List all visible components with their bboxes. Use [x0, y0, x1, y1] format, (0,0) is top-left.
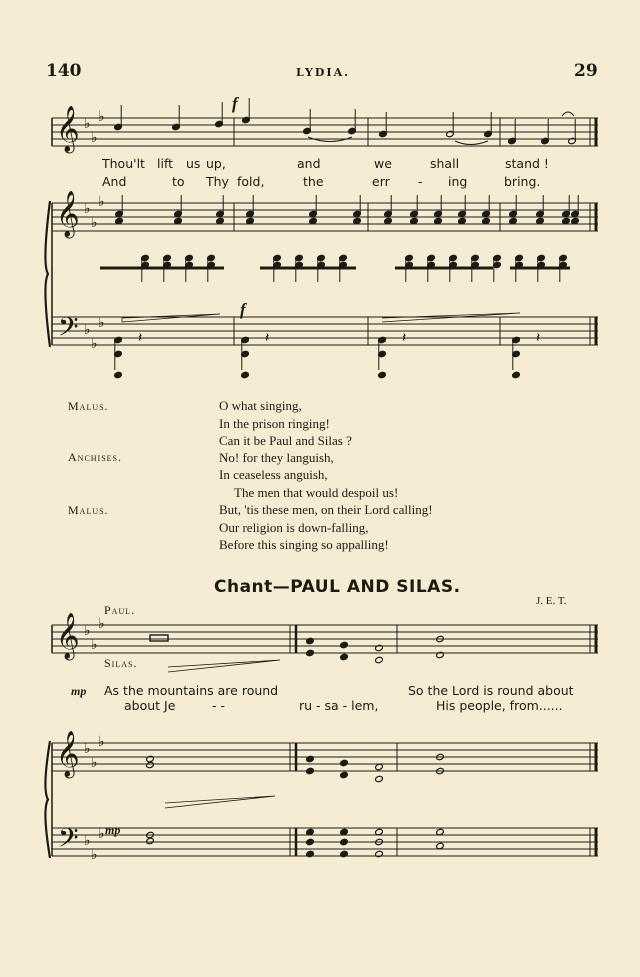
crescendo — [122, 314, 220, 322]
lyric-word: us — [186, 156, 201, 171]
flat-sign: ♭ — [91, 130, 98, 146]
chant-lyric: about Je — [124, 698, 176, 713]
chant-lyric-hyphens: - - — [212, 698, 225, 713]
breve — [150, 635, 168, 641]
chant-lyric: As the mountains are round — [104, 683, 279, 698]
dialogue-line: In ceaseless anguish, — [219, 467, 328, 482]
quarter-note — [306, 767, 315, 774]
rest: 𝄽 — [402, 330, 407, 346]
crescendo — [165, 796, 275, 808]
flat-sign: ♭ — [84, 623, 91, 639]
dialogue-line: But, 'tis these men, on their Lord calling! — [219, 502, 433, 517]
lyric-word: lift — [157, 156, 174, 171]
forte-mark-bass: f — [240, 300, 246, 319]
half-note — [436, 651, 445, 658]
lyric-word: to — [172, 174, 185, 189]
half-note — [146, 761, 155, 768]
flat-sign: ♭ — [84, 322, 91, 338]
voice-label-paul: Paul. — [104, 603, 136, 617]
rest: 𝄽 — [265, 330, 270, 346]
fermata — [562, 112, 574, 116]
quarter-note — [512, 371, 521, 378]
system-brace — [45, 201, 50, 347]
flat-sign: ♭ — [98, 315, 105, 331]
lyric-word: the — [303, 174, 324, 189]
lyric-word: And — [102, 174, 127, 189]
flat-sign: ♭ — [98, 734, 105, 750]
chant-lyric: So the Lord is round about — [408, 683, 574, 698]
voice-label-silas: Silas. — [104, 656, 138, 670]
dialogue-line: O what singing, — [219, 398, 302, 413]
quarter-note — [378, 371, 387, 378]
chant-lyric: ru - sa - lem, — [299, 698, 379, 713]
quarter-note — [340, 771, 349, 778]
flat-sign: ♭ — [84, 833, 91, 849]
forte-mark: f — [232, 94, 238, 113]
quarter-note — [340, 641, 349, 648]
slur — [455, 141, 488, 145]
quarter-note — [241, 371, 250, 378]
dialogue-line: Before this singing so appalling! — [219, 537, 389, 552]
flat-sign: ♭ — [84, 116, 91, 132]
lyric-word: up, — [206, 156, 226, 171]
treble-clef: 𝄞 — [56, 613, 80, 659]
flat-sign: ♭ — [98, 826, 105, 842]
half-note — [375, 656, 384, 663]
dialogue-line: Our religion is down-falling, — [219, 520, 369, 535]
lyric-word: Thou'lt — [102, 156, 145, 171]
lyric-word: stand ! — [505, 156, 549, 171]
half-note — [375, 644, 384, 651]
rest: 𝄽 — [138, 330, 143, 346]
lyric-word: bring. — [504, 174, 541, 189]
lyric-word: fold, — [237, 174, 265, 189]
lyric-word: and — [297, 156, 321, 171]
quarter-note — [340, 653, 349, 660]
dialogue-line: The men that would despoil us! — [234, 485, 399, 500]
quarter-note — [340, 850, 349, 857]
page-number-right: 29 — [574, 61, 598, 81]
rest: 𝄽 — [536, 330, 541, 346]
speaker-label: Malus. — [68, 503, 109, 517]
composer-initials: J. E. T. — [536, 595, 567, 607]
flat-sign: ♭ — [91, 755, 98, 771]
treble-clef: 𝄞 — [56, 191, 80, 237]
dialogue-line: No! for they languish, — [219, 450, 334, 465]
chant-title: Chant—PAUL AND SILAS. — [214, 577, 461, 597]
lyric-word: - — [418, 174, 423, 189]
flat-sign: ♭ — [98, 194, 105, 210]
quarter-note — [306, 637, 315, 644]
flat-sign: ♭ — [84, 741, 91, 757]
half-note — [375, 775, 384, 782]
lyric-word: shall — [430, 156, 460, 171]
flat-sign: ♭ — [98, 616, 105, 632]
half-note — [146, 837, 155, 844]
quarter-note — [340, 838, 349, 845]
speaker-label: Malus. — [68, 399, 109, 413]
mezzo-piano-mark: mp — [105, 823, 121, 837]
bass-clef: 𝄢 — [58, 822, 79, 860]
flat-sign: ♭ — [91, 215, 98, 231]
quarter-note — [306, 649, 315, 656]
treble-clef: 𝄞 — [56, 106, 80, 152]
crescendo — [168, 660, 280, 672]
dialogue-line: Can it be Paul and Silas ? — [219, 433, 352, 448]
lyric-word: ing — [448, 174, 468, 189]
chant-lyric: His people, from...... — [436, 698, 563, 713]
flat-sign: ♭ — [91, 336, 98, 352]
flat-sign: ♭ — [91, 847, 98, 863]
lyric-word: Thy — [206, 174, 229, 189]
flat-sign: ♭ — [98, 109, 105, 125]
system-brace — [45, 741, 50, 858]
quarter-note — [114, 371, 123, 378]
dialogue-line: In the prison ringing! — [219, 416, 330, 431]
half-note — [146, 755, 155, 762]
flat-sign: ♭ — [91, 637, 98, 653]
lyric-word: we — [374, 156, 392, 171]
treble-clef: 𝄞 — [56, 731, 80, 777]
page-number-left: 140 — [46, 61, 82, 81]
quarter-note — [306, 838, 315, 845]
half-note — [375, 850, 384, 857]
bass-clef: 𝄢 — [58, 311, 79, 349]
speaker-label: Anchises. — [68, 450, 123, 464]
mezzo-piano-mark: mp — [71, 684, 87, 698]
flat-sign: ♭ — [84, 201, 91, 217]
quarter-note — [306, 850, 315, 857]
quarter-note — [340, 759, 349, 766]
running-title: LYDIA. — [296, 66, 350, 79]
lyric-word: err — [372, 174, 390, 189]
quarter-note — [306, 755, 315, 762]
